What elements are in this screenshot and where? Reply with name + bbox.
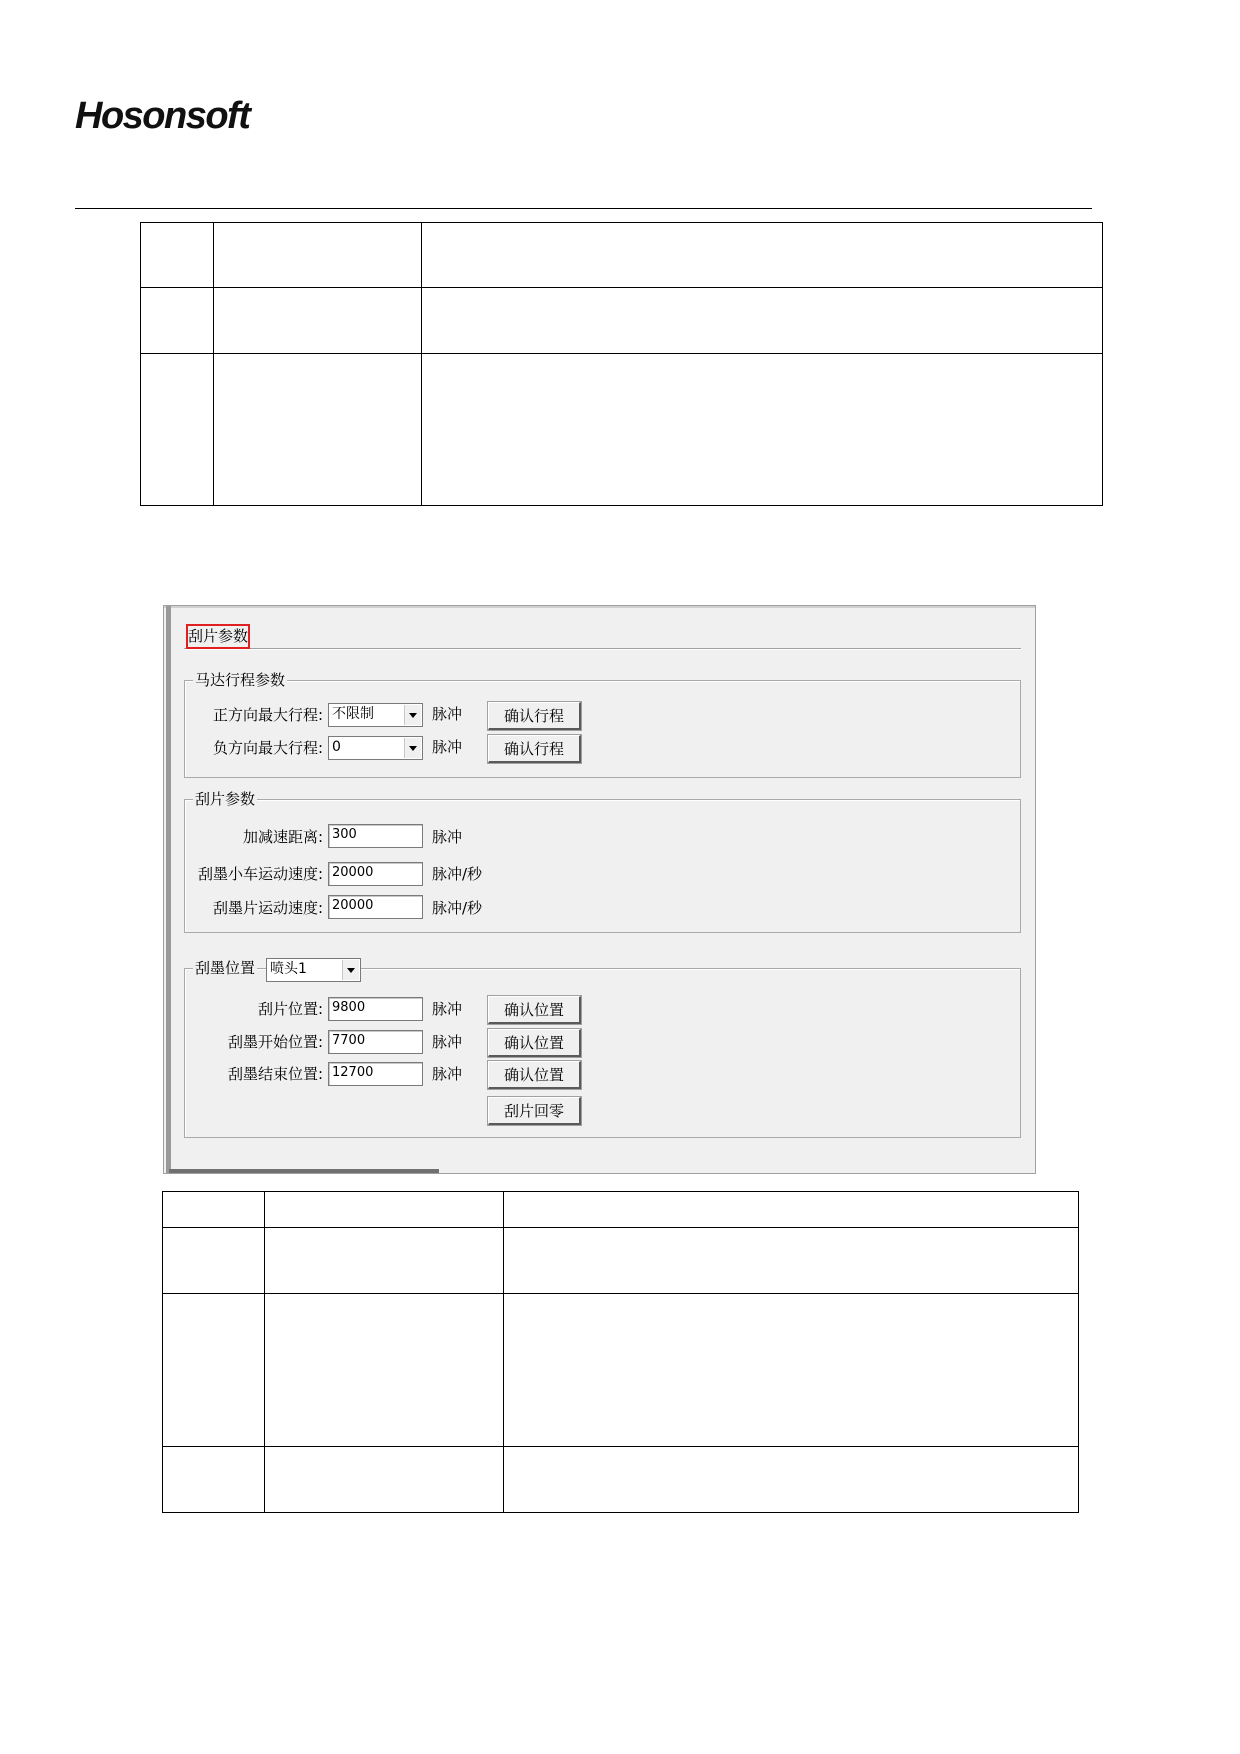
table-row	[141, 288, 1103, 354]
blade-home-button[interactable]: 刮片回零	[488, 1097, 581, 1125]
wiper-parameters-panel	[163, 605, 1036, 1174]
negative-max-travel-unit: 脉冲	[432, 738, 463, 756]
confirm-wipe-end-button[interactable]: 确认位置	[488, 1061, 581, 1089]
chevron-down-icon[interactable]	[404, 705, 421, 725]
confirm-negative-travel-button[interactable]: 确认行程	[488, 735, 581, 763]
parameter-table-top	[140, 222, 1103, 506]
negative-max-travel-label: 负方向最大行程:	[212, 739, 323, 757]
blade-parameters-legend: 刮片参数	[195, 790, 256, 808]
blade-position-label: 刮片位置:	[257, 1000, 323, 1018]
chevron-down-icon[interactable]	[404, 738, 421, 758]
blade-position-unit: 脉冲	[432, 1000, 463, 1018]
motor-travel-legend: 马达行程参数	[195, 671, 286, 689]
wipe-end-position-unit: 脉冲	[432, 1065, 463, 1083]
wipe-end-position-input[interactable]: 12700	[328, 1062, 423, 1086]
accel-distance-unit: 脉冲	[432, 828, 463, 846]
chevron-down-icon[interactable]	[342, 960, 359, 980]
wipe-end-position-label: 刮墨结束位置:	[227, 1065, 323, 1083]
wiping-position-legend: 刮墨位置	[195, 959, 256, 977]
wipe-start-position-unit: 脉冲	[432, 1033, 463, 1051]
parameter-table-bottom	[162, 1191, 1079, 1513]
blade-speed-label: 刮墨片运动速度:	[212, 899, 323, 917]
accel-distance-input[interactable]: 300	[328, 824, 423, 848]
printhead-select[interactable]: 喷头1	[266, 958, 361, 982]
wiping-position-group	[184, 959, 1021, 1138]
positive-max-travel-label: 正方向最大行程:	[212, 706, 323, 724]
hosonsoft-logo: Hosonsoft	[75, 95, 250, 137]
wipe-start-position-input[interactable]: 7700	[328, 1030, 423, 1054]
accel-distance-label: 加减速距离:	[242, 828, 323, 846]
negative-max-travel-select[interactable]: 0	[328, 736, 423, 760]
tab-wiper-parameters[interactable]: 刮片参数	[186, 624, 250, 649]
table-row	[163, 1192, 1079, 1228]
table-row	[141, 223, 1103, 288]
positive-max-travel-select[interactable]: 不限制	[328, 703, 423, 727]
carriage-speed-unit: 脉冲/秒	[432, 865, 483, 883]
motor-travel-group	[184, 671, 1021, 778]
blade-position-input[interactable]: 9800	[328, 997, 423, 1021]
table-row	[163, 1228, 1079, 1294]
confirm-positive-travel-button[interactable]: 确认行程	[488, 702, 581, 730]
table-row	[163, 1447, 1079, 1513]
carriage-speed-input[interactable]: 20000	[328, 862, 423, 886]
blade-speed-input[interactable]: 20000	[328, 895, 423, 919]
confirm-blade-position-button[interactable]: 确认位置	[488, 996, 581, 1024]
blade-speed-unit: 脉冲/秒	[432, 899, 483, 917]
blade-parameters-group	[184, 790, 1021, 933]
positive-max-travel-unit: 脉冲	[432, 705, 463, 723]
table-row	[141, 354, 1103, 506]
table-row	[163, 1294, 1079, 1447]
carriage-speed-label: 刮墨小车运动速度:	[197, 865, 323, 883]
wipe-start-position-label: 刮墨开始位置:	[227, 1033, 323, 1051]
confirm-wipe-start-button[interactable]: 确认位置	[488, 1029, 581, 1057]
header-divider	[75, 208, 1092, 209]
